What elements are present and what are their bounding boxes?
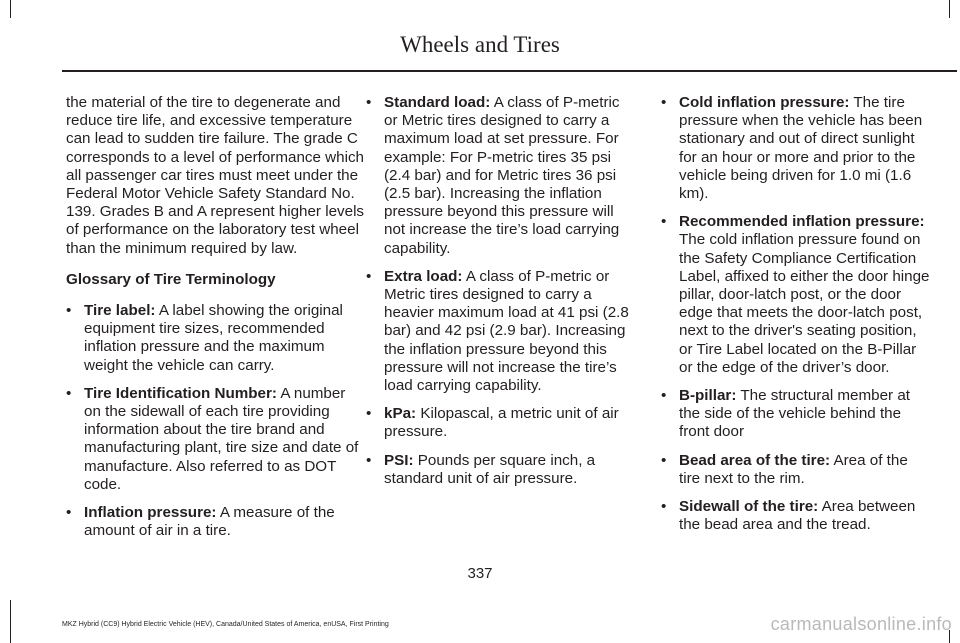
glossary-item (366, 405, 634, 441)
glossary-term: PSI: (384, 451, 414, 469)
glossary-definition: A label showing the original equipment tire sizes, recommended inflation pressure and the maximum weight the vehicle can carry. (84, 302, 343, 374)
glossary-term: Standard load: (384, 94, 491, 111)
glossary-definition: The structural member at the side of the vehicle behind the front door (679, 387, 910, 441)
crop-mark-top-left (10, 0, 11, 18)
glossary-definition: The tire pressure when the vehicle has been stationary and out of direct sunlight for an hour or more and prior to the vehicle being driven for 1.0 mi (1.6 km). (679, 94, 923, 203)
watermark: carmanualsonline.info (770, 614, 952, 634)
glossary-term: Cold inflation pressure: (679, 94, 850, 111)
page-title: Wheels and Tires (400, 32, 560, 57)
glossary-item (366, 452, 634, 488)
glossary-heading: Glossary of Tire Terminology (66, 270, 276, 288)
glossary-item (661, 213, 931, 377)
crop-mark-bottom-left (10, 600, 11, 643)
glossary-item (661, 498, 931, 534)
column-middle (366, 94, 634, 498)
glossary-definition: Pounds per square inch, a standard unit of air pressure. (384, 451, 596, 487)
glossary-definition: A number on the sidewall of each tire providing information about the tire brand and manufacturing plant, tire size and date of manufacture. Also referred to as DOT code. (84, 384, 359, 493)
page-number: 337 (467, 565, 493, 582)
glossary-list-2 (366, 94, 634, 488)
glossary-item (661, 452, 931, 488)
glossary-term: Sidewall of the tire: (679, 498, 819, 516)
column-left (66, 94, 366, 550)
glossary-item (66, 504, 366, 540)
glossary-list-1 (66, 302, 366, 540)
glossary-definition: A class of P-metric or Metric tires designed to carry a heavier maximum load at 41 psi (2.8 bar) and 42 psi (2.9 bar). Increasing the inflation pressure beyond this pressure will not increase the tire’s load carrying capability. (384, 267, 629, 395)
glossary-term: Recommended inflation pressure: (679, 213, 925, 231)
glossary-term: Bead area of the tire: (679, 451, 831, 469)
glossary-item (66, 302, 366, 375)
glossary-item (66, 385, 366, 494)
glossary-item (366, 94, 634, 258)
crop-mark-top-right (949, 0, 950, 18)
intro-paragraph: the material of the tire to degenerate and reduce tire life, and excessive temperature can lead to sudden tire failure. The grade C corresponds to a level of performance which all passenger car tires must meet under the Federal Motor Vehicle Safety Standard No. 139. Grades B and A represent higher levels of performance on the laboratory test wheel than the minimum required by law. (66, 94, 365, 257)
glossary-definition: Kilopascal, a metric unit of air pressure. (384, 405, 619, 441)
glossary-definition: The cold inflation pressure found on the Safety Compliance Certification Label, affixed to either the door hinge pillar, door-latch post, or the door edge that meets the door-latch post, next to the driver's seating position, or Tire Label located on the B-Pillar or the edge of the driver’s door. (679, 231, 930, 376)
glossary-list-3 (661, 94, 931, 534)
glossary-term: Extra load: (384, 267, 463, 285)
header-divider (62, 70, 957, 72)
glossary-item (661, 94, 931, 203)
glossary-term: Inflation pressure: (84, 504, 217, 522)
glossary-term: Tire label: (84, 302, 156, 320)
glossary-definition: Area between the bead area and the tread. (679, 498, 916, 534)
footer-edition-note: MKZ Hybrid (CC9) Hybrid Electric Vehicle (HEV), Canada/United States of America, enUSA, First Printing (62, 621, 389, 628)
glossary-definition: A measure of the amount of air in a tire. (84, 504, 335, 540)
glossary-definition: A class of P-metric or Metric tires designed to carry a maximum load at set pressure. For example: For P-metric tires 35 psi (2.4 bar) and for Metric tires 36 psi (2.5 bar). Increasing the inflation pressure beyond this pressure will not increase the tire’s load carrying capability. (384, 94, 620, 257)
glossary-definition: Area of the tire next to the rim. (679, 451, 908, 487)
column-right (661, 94, 931, 544)
glossary-term: Tire Identification Number: (84, 384, 277, 402)
glossary-item (366, 268, 634, 395)
glossary-term: B-pillar: (679, 387, 737, 405)
glossary-term: kPa: (384, 405, 417, 423)
glossary-item (661, 387, 931, 442)
